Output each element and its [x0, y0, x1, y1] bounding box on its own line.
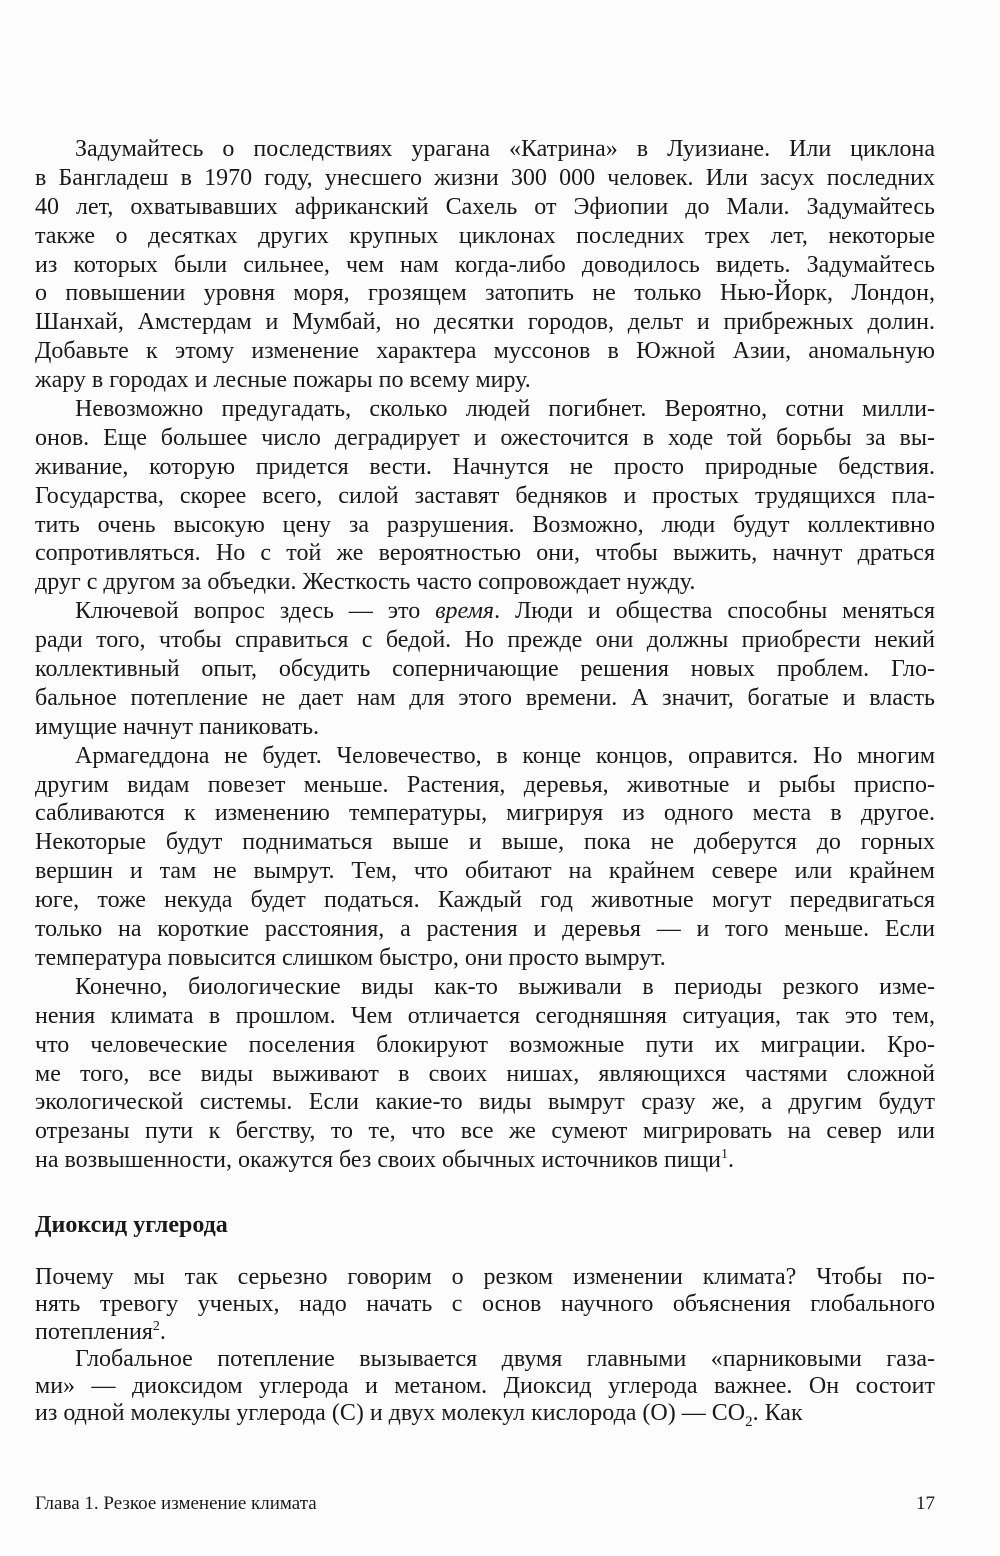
text-run: потепления — [35, 1318, 153, 1345]
text-line: нения климата в прошлом. Чем отличается сегодняшняя ситуация, так это тем, — [35, 1002, 935, 1029]
page-footer — [35, 1493, 935, 1515]
paragraph — [35, 1264, 935, 1346]
text-run: . Как — [752, 1400, 803, 1427]
text-line: другим видам повезет меньше. Растения, деревья, животные и рыбы приспо- — [35, 771, 935, 798]
paragraph — [35, 1345, 935, 1431]
footnote-ref: 2 — [152, 1318, 160, 1334]
text-line: сабливаются к изменению температуры, мигрируя из одного места в другое. — [35, 800, 935, 827]
text-run: из одной молекулы углерода (С) и двух молекул кислорода (О) — СО — [35, 1400, 746, 1427]
text-line: отрезаны пути к бегству, то те, что все же сумеют мигрировать на север или — [35, 1118, 935, 1145]
text-line: Конечно, биологические виды как-то выживали в периоды резкого изме- — [75, 973, 935, 1000]
text-line: коллективный опыт, обсудить соперничающие решения новых проблем. Гло- — [35, 656, 935, 683]
text-line: вершин и там не вымрут. Тем, что обитают на крайнем севере или крайнем — [35, 858, 935, 885]
text-line — [35, 1400, 935, 1431]
text-line: тить очень высокую цену за разрушения. Возможно, люди будут коллективно — [35, 511, 935, 538]
text-line: Задумайтесь о последствиях урагана «Катрина» в Луизиане. Или циклона — [75, 136, 935, 162]
text-line: Государства, скорее всего, силой заставят бедняков и простых трудящихся пла- — [35, 482, 935, 509]
text-line: сопротивляться. Но с той же вероятностью они, чтобы выжить, начнут драться — [35, 540, 935, 567]
text-line: также о десятках других крупных циклонах последних трех лет, некоторые — [35, 222, 935, 249]
text-line: ми» — диоксидом углерода и метаном. Диоксид углерода важнее. Он состоит — [35, 1373, 935, 1400]
text-line: Глобальное потепление вызывается двумя главными «парниковыми газа- — [75, 1345, 935, 1372]
text-line: друг с другом за объедки. Жесткость часто сопровождает нужду. — [35, 569, 696, 596]
paragraph — [35, 395, 935, 597]
paragraph — [35, 597, 935, 741]
text-run: . — [159, 1318, 166, 1345]
text-line: в Бангладеш в 1970 году, унесшего жизни 300 000 человек. Или засух последних — [35, 164, 935, 191]
section-heading: Диоксид углерода — [35, 1212, 228, 1238]
text-line: юге, тоже некуда будет податься. Каждый год животные могут передвигаться — [35, 887, 935, 914]
text-line: о повышении уровня моря, грозящем затопить не только Нью-Йорк, Лондон, — [35, 280, 935, 307]
text-line: Почему мы так серьезно говорим о резком изменении климата? Чтобы по- — [35, 1264, 935, 1290]
text-run: на возвышенности, окажутся без своих обычных источников пищи — [35, 1147, 721, 1174]
text-line: Армагеддона не будет. Человечество, в конце концов, оправится. Но многим — [75, 742, 935, 769]
text-line: 40 лет, охватывавших африканский Сахель от Эфиопии до Мали. Задумайтесь — [35, 193, 935, 220]
text-line: Добавьте к этому изменение характера муссонов в Южной Азии, аномальную — [35, 338, 935, 365]
text-line: онов. Еще большее число деградирует и ожесточится в ходе той борьбы за вы- — [35, 424, 935, 451]
text-line: из которых были сильнее, чем нам когда-либо доводилось видеть. Задумайтесь — [35, 251, 935, 278]
text-line: только на короткие расстояния, а растения и деревья — и того меньше. Если — [35, 916, 935, 943]
text-run: Ключевой вопрос здесь — это — [75, 598, 436, 625]
text-line: жару в городах и лесные пожары по всему миру. — [35, 367, 531, 394]
paragraph — [35, 742, 935, 973]
paragraph — [35, 135, 935, 395]
footnote-ref: 1 — [720, 1147, 728, 1163]
body-text — [35, 135, 935, 1175]
text-line — [35, 597, 935, 626]
text-line — [35, 1146, 935, 1175]
subscript: 2 — [745, 1414, 753, 1431]
text-run: . — [727, 1147, 734, 1174]
text-line: Невозможно предугадать, сколько людей погибнет. Вероятно, сотни милли- — [75, 396, 935, 423]
text-line: бальное потепление не дает нам для этого времени. А значит, богатые и власть — [35, 684, 935, 711]
page-number: 17 — [916, 1493, 935, 1514]
section-text — [35, 1264, 935, 1431]
running-title: Глава 1. Резкое изменение климата — [35, 1493, 317, 1514]
text-line: температура повысится слишком быстро, они просто вымрут. — [35, 944, 666, 971]
text-line: Шанхай, Амстердам и Мумбай, но десятки городов, дельт и прибрежных долин. — [35, 309, 935, 336]
text-line: имущие начнут паниковать. — [35, 713, 320, 740]
text-line: экологической системы. Если какие-то виды вымрут сразу же, а другим будут — [35, 1089, 935, 1116]
text-run: . Люди и общества способны меняться — [494, 598, 935, 625]
paragraph — [35, 973, 935, 1175]
text-line: что человеческие поселения блокируют возможные пути их миграции. Кро- — [35, 1031, 935, 1058]
text-line — [35, 1319, 935, 1346]
text-line: живание, которую придется вести. Начнутся не просто природные бедствия. — [35, 453, 935, 480]
text-line: ради того, чтобы справиться с бедой. Но прежде они должны приобрести некий — [35, 627, 935, 654]
text-line: нять тревогу ученых, надо начать с основ научного объяснения глобального — [35, 1291, 935, 1318]
italic-text: время — [435, 598, 495, 625]
text-line: ме того, все виды выживают в своих нишах, являющихся частями сложной — [35, 1060, 935, 1087]
text-line: Некоторые будут подниматься выше и выше, пока не доберутся до горных — [35, 829, 935, 856]
